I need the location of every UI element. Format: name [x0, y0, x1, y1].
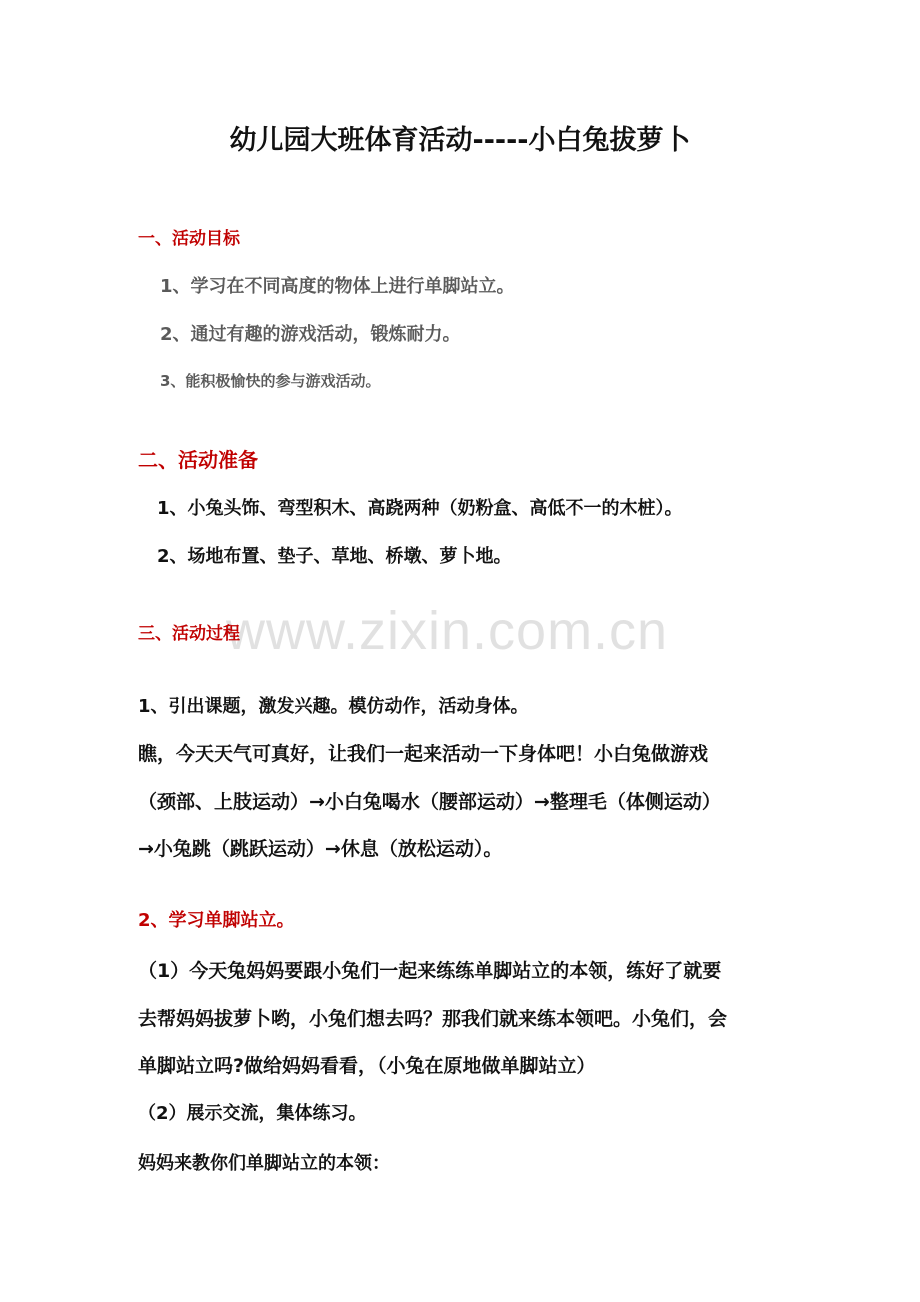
step-2-line: 单脚站立吗?做给妈妈看看，（小兔在原地做单脚站立）: [138, 1055, 596, 1077]
step-1-title: 1、引出课题，激发兴趣。模仿动作，活动身体。: [138, 696, 529, 717]
goal-item-3: 3、能积极愉快的参与游戏活动。: [160, 372, 381, 390]
step-2-line: 妈妈来教你们单脚站立的本领：: [138, 1153, 390, 1174]
goal-item-1: 1、学习在不同高度的物体上进行单脚站立。: [160, 276, 515, 297]
document-title: 幼儿园大班体育活动-----小白兔拔萝卜: [229, 125, 691, 156]
section-heading-goals: 一、活动目标: [138, 229, 240, 249]
step-1-line: 瞧，今天天气可真好，让我们一起来活动一下身体吧！小白兔做游戏: [138, 743, 709, 765]
step-2-line: 去帮妈妈拔萝卜哟，小兔们想去吗？那我们就来练本领吧。小兔们，会: [138, 1008, 728, 1030]
goal-item-2: 2、通过有趣的游戏活动，锻炼耐力。: [160, 324, 461, 345]
step-1-line: （颈部、上肢运动）→小白兔喝水（腰部运动）→整理毛（体侧运动）: [138, 791, 721, 813]
preparation-item-1: 1、小兔头饰、弯型积木、高跷两种（奶粉盒、高低不一的木桩）。: [157, 498, 683, 519]
watermark: www.zixin.com.cn: [226, 601, 669, 661]
section-heading-preparation: 二、活动准备: [138, 448, 258, 472]
preparation-item-2: 2、场地布置、垫子、草地、桥墩、萝卜地。: [157, 546, 512, 567]
step-2-line: （2）展示交流，集体练习。: [138, 1103, 367, 1124]
step-2-title: 2、学习单脚站立。: [138, 910, 295, 931]
step-1-line: →小兔跳（跳跃运动）→休息（放松运动）。: [138, 838, 503, 860]
section-heading-process: 三、活动过程: [138, 624, 240, 644]
step-2-line: （1）今天兔妈妈要跟小兔们一起来练练单脚站立的本领，练好了就要: [138, 960, 722, 982]
